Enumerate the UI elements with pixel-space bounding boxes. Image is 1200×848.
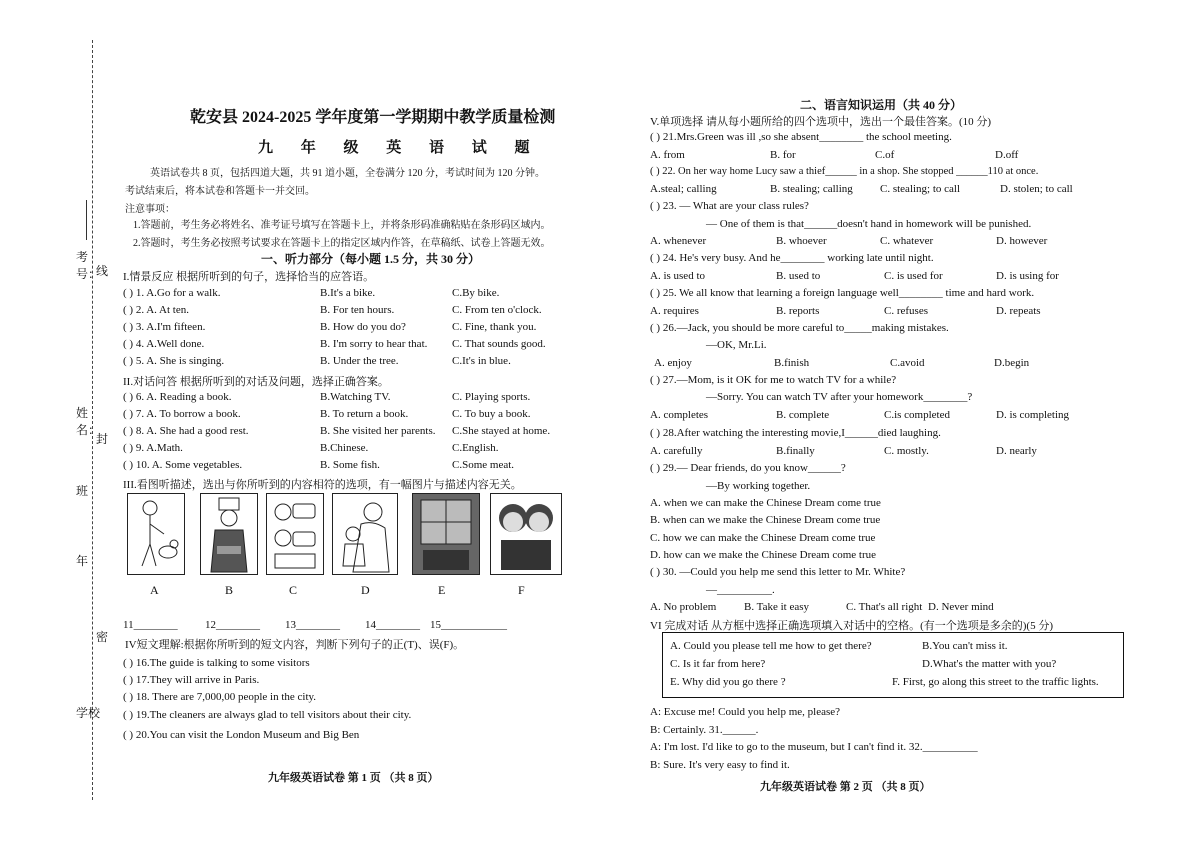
q24-opt-c: C. is used for [884,270,943,282]
q27-opt-d: D. is completing [996,409,1070,421]
q29-opt-d: D. how can we make the Chinese Dream come true [650,549,877,561]
q24-opt-a: A. is used to [650,270,705,282]
q21-opt-a: A. from [650,149,685,161]
q1-option-a: ( ) 1. A.Go for a walk. [123,287,221,299]
q3-option-a: ( ) 3. A.I'm fifteen. [123,321,206,333]
q6-option-a: ( ) 6. A. Reading a book. [123,391,232,403]
q27-stem: ( ) 27.—Mom, is it OK for me to watch TV for a while? [650,374,897,386]
q27-opt-b: B. complete [776,409,830,421]
q29-reply: —By working together. [706,480,811,492]
q21-stem: ( ) 21.Mrs.Green was ill ,so she absent________ the school meeting. [650,131,952,143]
q29-stem: ( ) 29.— Dear friends, do you know______? [650,462,846,474]
q27-reply: —Sorry. You can watch TV after your homework________? [706,391,973,403]
q7-option-b: B. To return a book. [320,408,409,420]
q29-opt-b: B. when can we make the Chinese Dream come true [650,514,881,526]
picture-c [266,493,324,575]
q23-reply: — One of them is that______doesn't hand in homework will be punished. [706,218,1032,230]
answer-blank-12: 12________ [205,619,260,631]
section-3-heading: III.看图听描述，选出与你所听到的内容相符的选项，有一幅图片与描述内容无关。 [123,479,522,491]
cook-illustration [201,494,257,574]
intro-line-2: 考试结束后，将本试卷和答题卡一并交回。 [125,186,315,197]
q30-opt-b: B. Take it easy [744,601,810,613]
section-4-heading: IV短文理解:根据你所听到的短文内容，判断下列句子的正(T)、误(F)。 [125,639,465,651]
q30-opt-c: C. That's all right [846,601,923,613]
q30-stem: ( ) 30. —Could you help me send this letter to Mr. White? [650,566,906,578]
binding-label-school: 学校 [76,706,101,720]
binding-label-seal: 封 [96,432,109,446]
q23-opt-b: B. whoever [776,235,827,247]
part2-title: 二、语言知识运用（共 40 分） [800,98,963,112]
q29-opt-c: C. how we can make the Chinese Dream come true [650,532,876,544]
box-option-f: F. First, go along this street to the traffic lights. [892,676,1099,688]
picture-d [332,493,398,575]
q5-option-b: B. Under the tree. [320,355,399,367]
q30-reply: —__________. [706,584,775,596]
binding-label-exam-no: 考号： [76,250,101,281]
picture-label-b: B [225,583,234,597]
q22-opt-d: D. stolen; to call [1000,183,1073,195]
picture-f [490,493,562,575]
q23-opt-a: A. whenever [650,235,707,247]
answer-blank-13: 13________ [285,619,340,631]
q5-option-a: ( ) 5. A. She is singing. [123,355,225,367]
note-2: 2.答题时，考生务必按照考试要求在答题卡上的指定区域内作答，在草稿纸、试卷上答题无效。 [133,238,551,249]
q22-opt-a: A.steal; calling [650,183,717,195]
q2-option-a: ( ) 2. A. At ten. [123,304,189,316]
binding-label-grade: 年 [76,554,89,568]
answer-blank-14: 14________ [365,619,420,631]
q7-option-a: ( ) 7. A. To borrow a book. [123,408,241,420]
q10-option-a: ( ) 10. A. Some vegetables. [123,459,243,471]
box-option-d: D.What's the matter with you? [922,658,1057,670]
window-scene-illustration [413,494,479,574]
tf-18: ( ) 18. There are 7,000,00 people in the city. [123,691,317,703]
q25-opt-b: B. reports [776,305,820,317]
q4-option-a: ( ) 4. A.Well done. [123,338,205,350]
q22-opt-c: C. stealing; to call [880,183,961,195]
q8-option-a: ( ) 8. A. She had a good rest. [123,425,249,437]
q24-stem: ( ) 24. He's very busy. And he________ working late until night. [650,252,934,264]
picture-a [127,493,185,575]
mother-and-child-illustration [333,494,397,574]
notes-heading: 注意事项： [125,204,175,215]
q10-option-c: C.Some meat. [452,459,515,471]
q8-option-c: C.She stayed at home. [452,425,551,437]
q28-opt-c: C. mostly. [884,445,929,457]
q25-opt-a: A. requires [650,305,699,317]
q8-option-b: B. She visited her parents. [320,425,436,437]
section-2-heading: II.对话问答 根据所听到的对话及问题，选择正确答案。 [123,376,389,388]
q21-opt-d: D.off [995,149,1019,161]
q9-option-c: C.English. [452,442,499,454]
box-option-a: A. Could you please tell me how to get there? [670,640,872,652]
picture-e [412,493,480,575]
q28-opt-a: A. carefully [650,445,703,457]
q28-opt-d: D. nearly [996,445,1037,457]
q26-stem: ( ) 26.—Jack, you should be more careful to_____making mistakes. [650,322,949,334]
q28-stem: ( ) 28.After watching the interesting movie,I______died laughing. [650,427,941,439]
q23-stem: ( ) 23. — What are your class rules? [650,200,809,212]
q27-opt-c: C.is completed [884,409,950,421]
q9-option-a: ( ) 9. A.Math. [123,442,183,454]
q23-opt-c: C. whatever [880,235,934,247]
q7-option-c: C. To buy a book. [452,408,531,420]
box-option-b: B.You can't miss it. [922,640,1008,652]
exam-title: 乾安县 2024-2025 学年度第一学期期中教学质量检测 [190,109,556,126]
section-5-heading: V.单项选择 请从每小题所给的四个选项中，选出一个最佳答案。(10 分) [650,116,992,128]
intro-line-1: 英语试卷共 8 页，包括四道大题，共 91 道小题，全卷满分 120 分，考试时间为 120 分钟。 [150,168,545,179]
q25-opt-c: C. refuses [884,305,928,317]
picture-b [200,493,258,575]
q24-opt-b: B. used to [776,270,821,282]
picture-label-d: D [361,583,370,597]
exam-subtitle: 九 年 级 英 语 试 题 [258,140,542,156]
q10-option-b: B. Some fish. [320,459,380,471]
bubbles-illustration [267,494,323,574]
binding-label-secret: 密 [96,630,109,644]
q28-opt-b: B.finally [776,445,815,457]
tf-16: ( ) 16.The guide is talking to some visitors [123,657,310,669]
page-1-footer: 九年级英语试卷 第 1 页 （共 8 页） [268,772,439,784]
two-friends-illustration [491,494,561,574]
binding-label-line: 线 [96,264,109,278]
dialog-line-2: B: Certainly. 31.______. [650,724,759,736]
q3-option-c: C. Fine, thank you. [452,321,537,333]
q1-option-c: C.By bike. [452,287,500,299]
q30-opt-a: A. No problem [650,601,717,613]
q4-option-b: B. I'm sorry to hear that. [320,338,428,350]
answer-blank-11: 11________ [123,619,178,631]
tf-19: ( ) 19.The cleaners are always glad to tell visitors about their city. [123,709,412,721]
q25-stem: ( ) 25. We all know that learning a foreign language well________ time and hard work. [650,287,1035,299]
q1-option-b: B.It's a bike. [320,287,376,299]
section-6-heading: VI 完成对话 从方框中选择正确选项填入对话中的空格。(有一个选项是多余的)(5 分) [650,620,1054,632]
q6-option-c: C. Playing sports. [452,391,531,403]
q21-opt-c: C.of [875,149,895,161]
page-2-footer: 九年级英语试卷 第 2 页 （共 8 页） [760,781,931,793]
q25-opt-d: D. repeats [996,305,1041,317]
tf-17: ( ) 17.They will arrive in Paris. [123,674,260,686]
q9-option-b: B.Chinese. [320,442,369,454]
q2-option-b: B. For ten hours. [320,304,395,316]
q22-stem: ( ) 22. On her way home Lucy saw a thief______ in a shop. She stopped ______110 at once. [650,166,1039,177]
dialog-line-3: A: I'm lost. I'd like to go to the museum, but I can't find it. 32.__________ [650,741,978,753]
binding-label-class: 班 [76,484,89,498]
q5-option-c: C.It's in blue. [452,355,511,367]
part1-title: 一、听力部分（每小题 1.5 分，共 30 分） [261,252,481,266]
picture-label-a: A [150,583,159,597]
picture-label-e: E [438,583,446,597]
section-1-heading: I.情景反应 根据所听到的句子，选择恰当的应答语。 [123,271,375,283]
q6-option-b: B.Watching TV. [320,391,391,403]
q24-opt-d: D. is using for [996,270,1059,282]
q26-opt-b: B.finish [774,357,810,369]
box-option-c: C. Is it far from here? [670,658,766,670]
boy-with-dog-illustration [128,494,184,574]
q27-opt-a: A. completes [650,409,709,421]
q26-reply: —OK, Mr.Li. [706,339,767,351]
answer-blank-15: 15____________ [430,619,507,631]
binding-strip [0,0,110,848]
q4-option-c: C. That sounds good. [452,338,546,350]
q26-opt-d: D.begin [994,357,1030,369]
picture-label-f: F [518,583,525,597]
q21-opt-b: B. for [770,149,796,161]
tf-20: ( ) 20.You can visit the London Museum and Big Ben [123,729,360,741]
binding-underline [86,200,87,240]
q30-opt-d: D. Never mind [928,601,994,613]
dialog-line-1: A: Excuse me! Could you help me, please? [650,706,841,718]
q2-option-c: C. From ten o'clock. [452,304,542,316]
note-1: 1.答题前，考生务必将姓名、准考证号填写在答题卡上，并将条形码准确粘贴在条形码区域内。 [133,220,551,231]
box-option-e: E. Why did you go there ? [670,676,786,688]
q29-opt-a: A. when we can make the Chinese Dream come true [650,497,881,509]
binding-label-name: 姓名： [76,406,101,437]
q3-option-b: B. How do you do? [320,321,406,333]
q22-opt-b: B. stealing; calling [770,183,853,195]
q26-opt-c: C.avoid [890,357,925,369]
q26-opt-a: A. enjoy [654,357,692,369]
q23-opt-d: D. however [996,235,1048,247]
picture-label-c: C [289,583,298,597]
dialog-line-4: B: Sure. It's very easy to find it. [650,759,790,771]
